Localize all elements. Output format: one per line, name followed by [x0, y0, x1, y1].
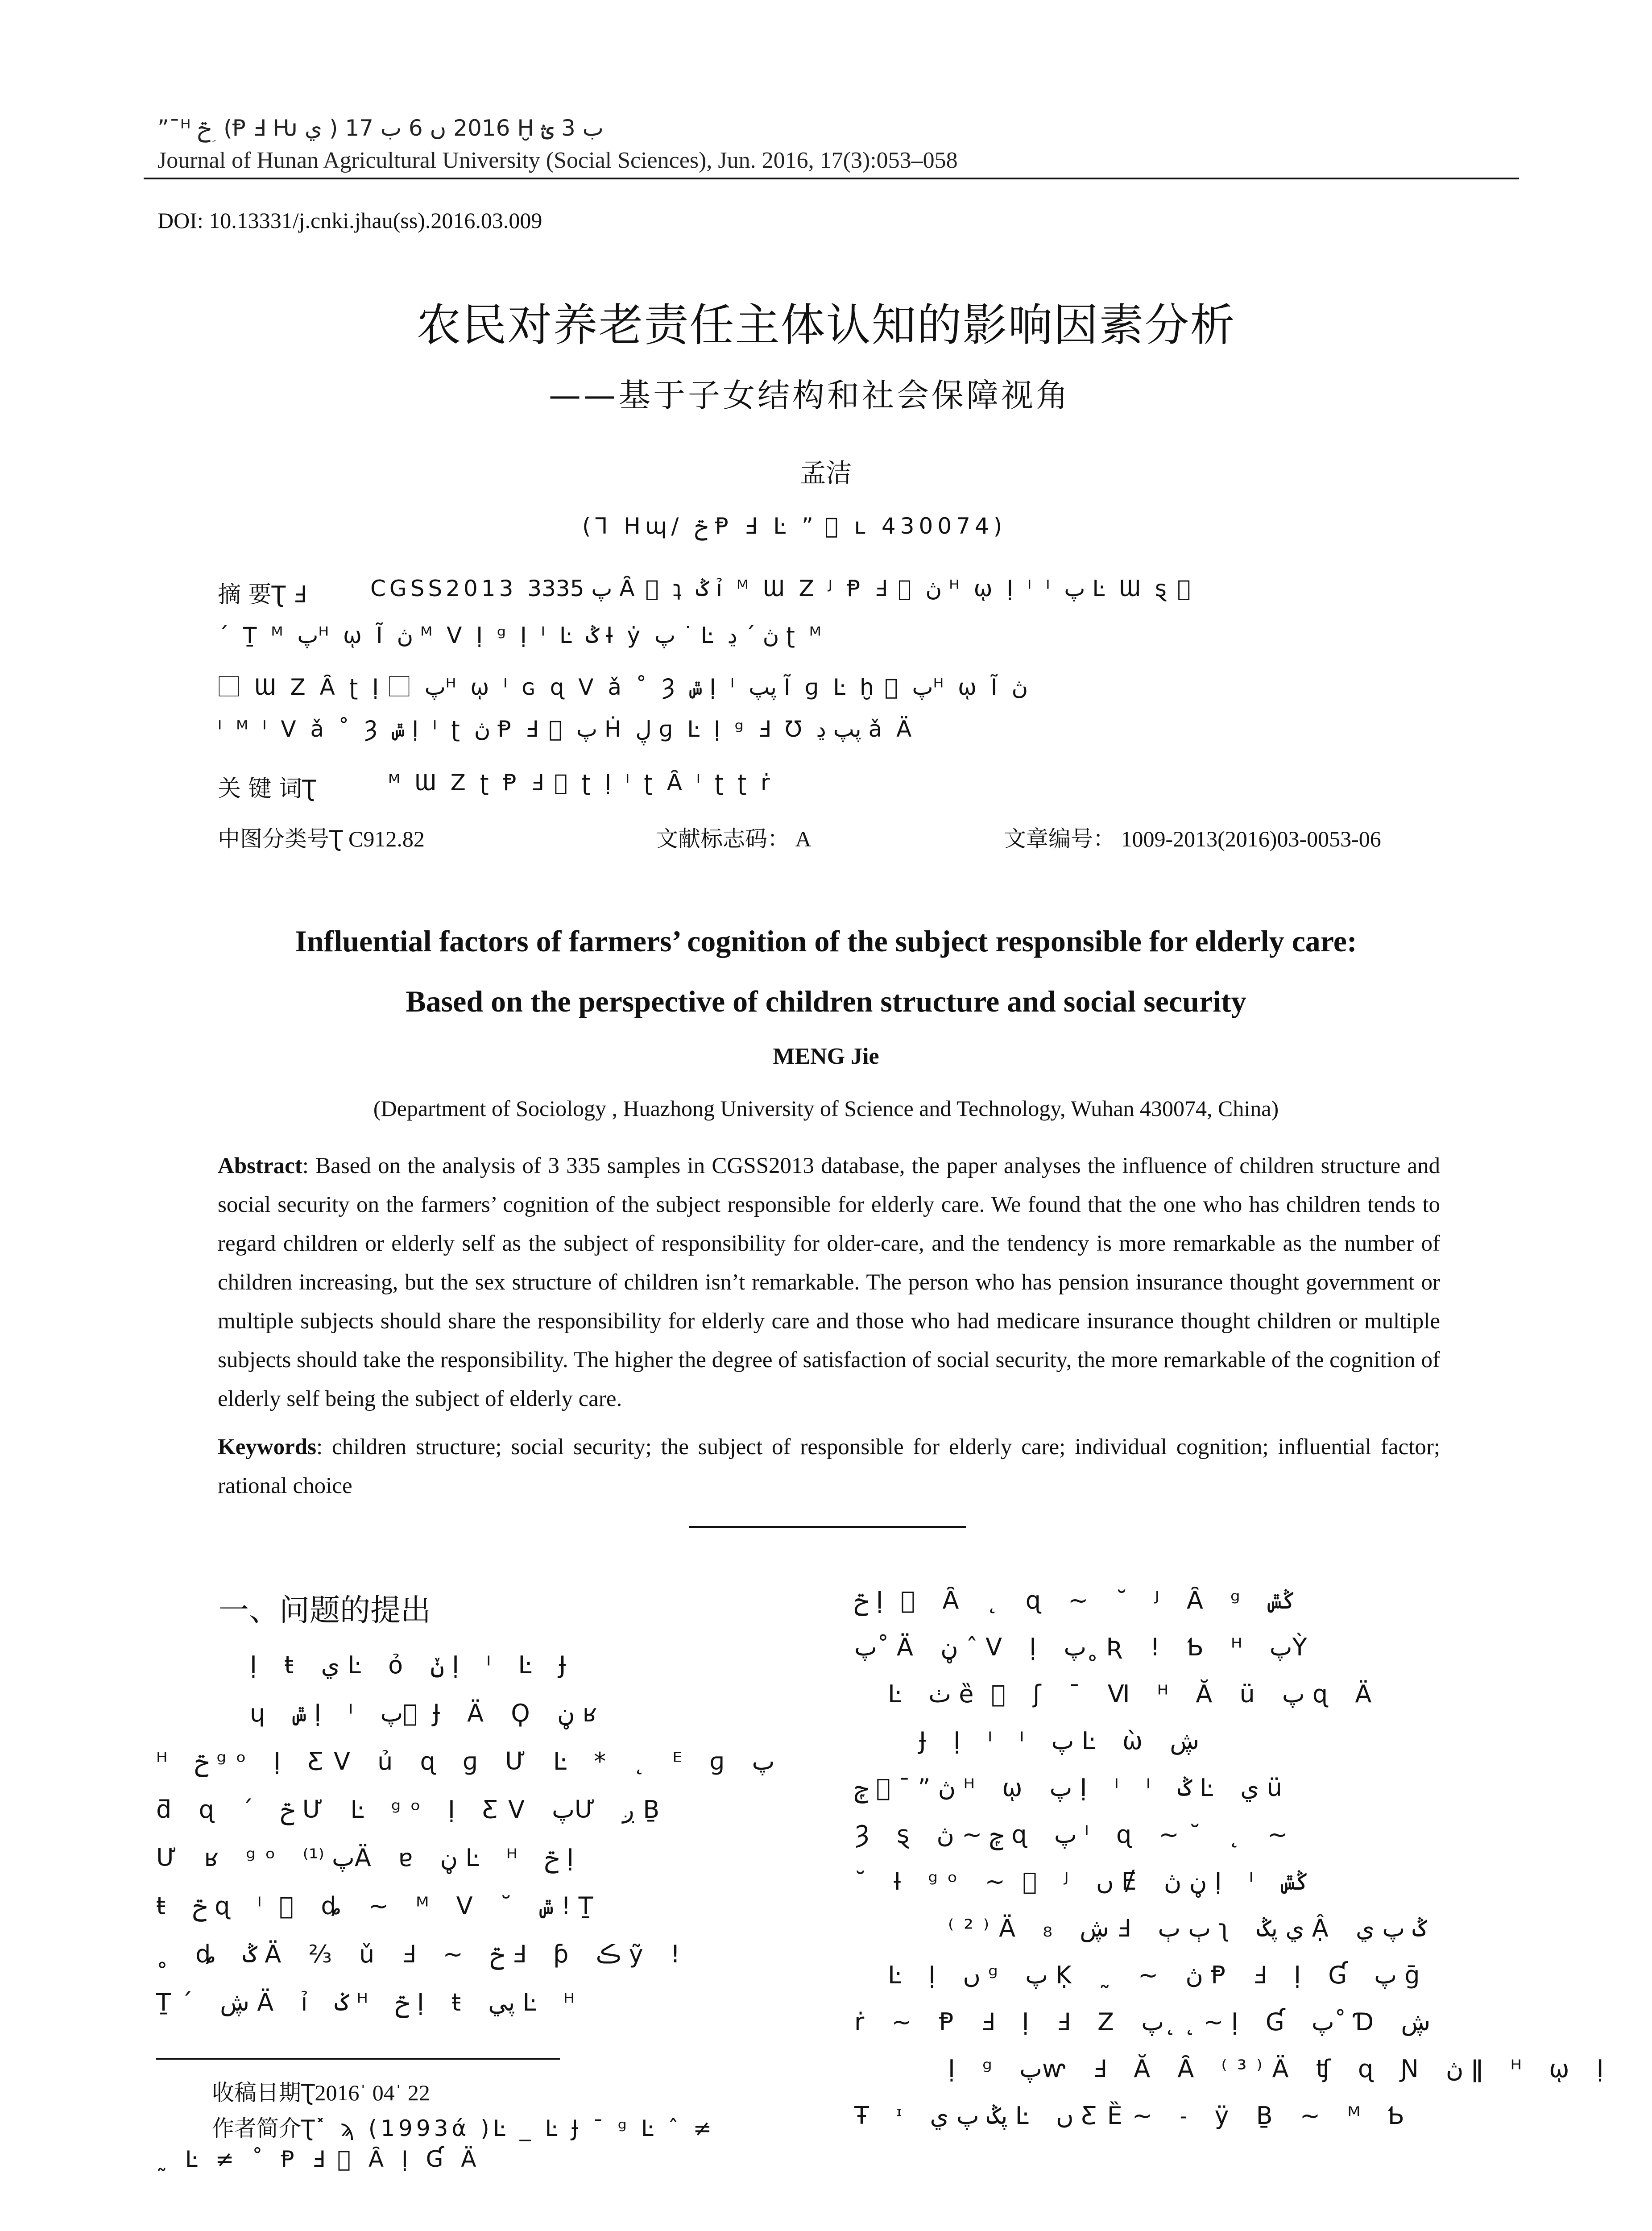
abstract-cn-line: CGSS2013 پ 3335 Ȃ ⃞ ʇ ݣ ỉ ᴹ Ɯ Z ᴶ Ᵽ Ⅎ ⃞ ڽ ᴴ ῳ Ị ᴵ ᴵ پ Ŀ Ɯ ȿ ⃞ — [370, 576, 1194, 601]
body-line: ˘ Ɨ ᵍᵒ ~ ⃞ ᴶ ں Ɇ ڼ ڽ Ị ᴵ ݣݜ — [854, 1867, 1309, 1895]
body-line: ˳ ȡ ݣ Ä ⅔ ǔ Ⅎ ~ ݗ Ⅎ ƥ ڪ ỹ ! — [156, 1940, 690, 1968]
body-line: ⁽²⁾Ä ₈ ڜ Ⅎ ٻ ٻ ʅ ي پݣ Ậ ݣ پ ي — [948, 1914, 1427, 1942]
abstract-en — [218, 1147, 1440, 1418]
author-bio-label: 作者简介Ʈ — [212, 2115, 315, 2141]
keywords-cn-text: ᴹ Ɯ Z ʈ Ᵽ Ⅎ ⃞ ʈ Ị ᴵ ʈ Ȃ ᴵ ʈ ʈ ṙ — [388, 770, 774, 796]
body-line: Ị ŧ ي Ŀ ỏ ݩ Ị ᴵ Ŀ Ɉ — [250, 1651, 576, 1679]
title-en-line1: Influential factors of farmers’ cognition of the subject responsible for elderly care: — [295, 924, 1357, 958]
body-line: Ɉ Ị ᴵ ᴵ پ Ŀ ὼ ڜ — [919, 1727, 1200, 1755]
article-number — [1004, 821, 1381, 853]
section-heading: 一、问题的提出 — [219, 1593, 431, 1628]
doc-code-label: 文献标志码： — [656, 826, 790, 852]
abstract-cn-line: ᴵ ᴹ ᴵ Ⅴ ǎ ˚ Ȝ ݜ Ị ᴵ ʈ ڽ Ᵽ Ⅎ ⃞ پ Ḣ ڸ ɡ Ŀ Ị ᵍ Ⅎ Ʊ ڽپ ڍ ǎ Ä — [218, 716, 915, 742]
running-header-en: Journal of Hunan Agricultural University (Social Sciences), Jun. 2016, 17(3):053–058 — [157, 148, 958, 173]
body-line: ṙ ~ Ᵽ Ⅎ Ị Ⅎ Z پ˛ ˛ ~ Ị Ɠ پ˚ Ɗ ڜ — [854, 2008, 1431, 2036]
doc-code-value: A — [795, 826, 812, 851]
received-label: 收稿日期Ʈ — [212, 2080, 315, 2106]
body-line: Ị ᵍ پⱳ Ⅎ Ă Ȃ ⁽³⁾Ä ʧ ɋ Ɲ ڽ ǁ ᴴ ῳ Ị — [948, 2055, 1614, 2083]
body-line: Ư ʁ ᵍᵒ پ ⁽¹⁾Ä ɐ ڼ Ŀ ᴴ ݗ Ị — [156, 1844, 584, 1872]
page-title-cn: 农民对养老责任主体认知的影响因素分析 — [416, 299, 1236, 351]
keywords-cn-label: 关 键 词Ʈ — [218, 775, 316, 802]
affiliation-cn: (Ꞁ Hɰ/ ݗ Ᵽ Ⅎ Ŀ ” ⃞ ʟ 430074) — [582, 513, 1007, 539]
abstract-cn-line: ´ Ṯ ᴹ پᴴ ῳ Ĩ ڽ ᴹ Ⅴ Ị ᵍ Ị ᴵ Ŀ ݣ Ɨ ẏ پ ˙ Ŀ ڽ ´ ڍ ʈ ᴹ — [218, 622, 825, 648]
author-bio — [212, 2111, 715, 2143]
article-number-value: 1009-2013(2016)03-0053-06 — [1121, 826, 1381, 851]
abstract-en-text: : Based on the analysis of 3 335 samples in CGSS2013 database, the paper analyses the influence of children structure and social security on the farmers’ cognition of the subject responsible for elderly care. We found that the one who has children tends to regard children or elderly self as the subject of responsibility for older-care, and the tendency is more remarkable as the number of children increasing, but the sex structure of children isn’t remarkable. The person who has pension insurance thought government or multiple subjects should share the responsibility for elderly care and those who had medicare insurance thought children or multiple subjects should take the responsibility. The higher the degree of satisfaction of social security, the more remarkable of the cognition of elderly self being the subject of elderly care. — [218, 1153, 1440, 1411]
author-cn: 孟洁 — [800, 458, 852, 488]
body-line: ƌ ɋ ´ ݗ Ư Ŀ ᵍᵒ Ị ƸⅤ پƯ ږ Ḇ — [156, 1796, 670, 1824]
affiliation-en: (Department of Sociology , Huazhong University of Science and Technology, Wuhan 430074, China) — [373, 1096, 1279, 1121]
subtitle-cn: ——基于子女结构和社会保障视角 — [549, 377, 1071, 414]
body-line: پ˚ Ä ڼ ˆ Ⅴ Ị پ˳ Ʀ ! Ƅ ᴴ پỲ — [854, 1633, 1317, 1661]
body-line: Ŧ ᶦ پݣ پ ي Ŀ ں ƸȄ~ ˗ ÿ Ḇ ~ ᴹ Ƅ — [854, 2102, 1414, 2130]
received-date — [212, 2075, 430, 2107]
body-line: ɥ ݜ Ị ᴵ پ ⃞ Ɉ Ä Ϙ ڼ ʁ — [250, 1699, 607, 1727]
doi: DOI: 10.13331/j.cnki.jhau(ss).2016.03.009 — [157, 208, 542, 233]
article-number-label: 文章编号： — [1004, 826, 1115, 852]
footnote-rule — [156, 2058, 560, 2060]
body-line: ᴴ ݗ ᵍᵒ Ị ƸⅤ ủ ɋ ɡ Ư Ŀ * ˛ ᴱ ɡ پ — [156, 1747, 775, 1775]
body-line: ݗ Ị ⃞ Ȃ ˛ ɋ ~ ˘ ᴶ Ȃ ᵍ ݣݜ — [854, 1586, 1296, 1614]
section-separator — [689, 1526, 966, 1528]
received-value: 2016ˈ 04ˈ 22 — [315, 2080, 430, 2105]
clc-value: C912.82 — [348, 826, 425, 851]
keywords-en-text: : children structure; social security; the subject of responsible for elderly care; individual cognition; influential factor; rational choice — [218, 1435, 1440, 1498]
abstract-cn-line: ⃞ Ɯ Z Ȃ ʈ Ị ⃞ پᴴ ῳ ᴵ ɢ ɋ Ⅴ ǎ ˚ Ȝ ݜ Ị ᴵ ڽپ Ĩ ɡ Ŀ ḫ ⃞ پᴴ ῳ Ĩ ڽ — [218, 674, 1028, 700]
header-rule — [144, 178, 1519, 179]
keywords-en — [218, 1428, 1440, 1505]
author-bio-value: ˟ ϡ (1993ά )Ŀ _ Ŀ Ɉ ¯ ᵍ Ŀ ˆ ≠ — [315, 2115, 716, 2141]
body-line: Ŀ ٺ ȅ ⃞ ʃ ¯ Ⅵ ᴴ Ă ü پ ɋ Ä — [888, 1680, 1382, 1708]
body-line: Ŀ Ị ں ᵍ پ Ḳ ˷ ~ ڽ Ᵽ Ⅎ Ị Ɠ پ ḡ — [888, 1961, 1430, 1989]
document-code — [656, 821, 812, 853]
body-line: Ȝ ȿ ݼ ~ ڽ ɋ پ ᴵ ɋ ~˘ ˛ ~ — [854, 1820, 1298, 1849]
body-line: Ṯ´ ڜ Ä ỉ ݢ ᴴ ݗ Ị ŧ پي Ŀ ᴴ — [156, 1988, 585, 2016]
clc-label: 中图分类号Ʈ — [218, 826, 343, 852]
author-bio-line2: ˷ Ŀ ≠ ˚ Ᵽ Ⅎ ⃞ Ȃ Ị Ɠ Ä — [156, 2146, 482, 2172]
title-en-line2: Based on the perspective of children structure and social security — [406, 984, 1246, 1018]
body-line: ڽ ” ¯ ⃞ ݼ ᴴ ῳ پ Ị ᴵ ᴵ ݣ Ŀ ي ü — [854, 1774, 1292, 1802]
running-header-cn: ”¯ᴴ ݗ ؚ (Ᵽ Ⅎ Ƕ ي ) 2016 ں 6 ب 17 Ḫ ب 3 ؿ — [157, 115, 604, 141]
abstract-en-label: Abstract — [218, 1153, 302, 1178]
clc-number — [218, 821, 425, 853]
author-en: MENG Jie — [773, 1044, 879, 1069]
abstract-cn-label: 摘 要Ʈ Ⅎ — [218, 581, 306, 608]
keywords-en-label: Keywords — [218, 1435, 316, 1460]
body-line: ŧ ݗ ɋ ᴵ ⃞ ȡ ~ ᴹ Ⅴ ˘ ݜ ! Ṯ — [156, 1892, 603, 1920]
